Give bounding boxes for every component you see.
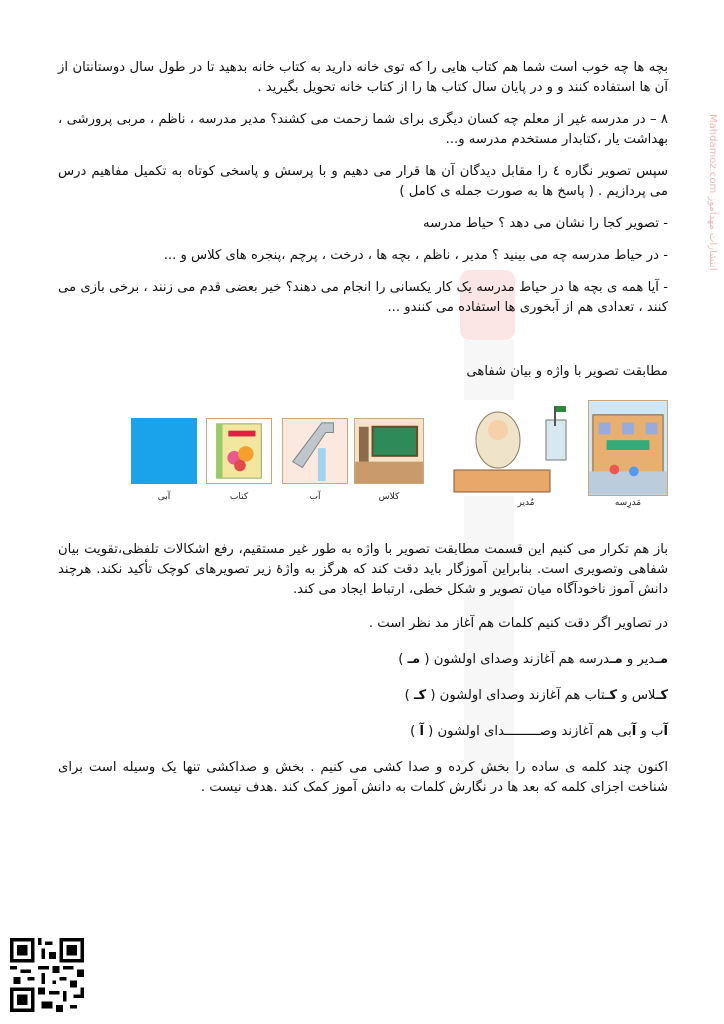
picture-ketab xyxy=(206,418,272,484)
caption-ketab: کتاب xyxy=(229,492,249,502)
caption-ab: آب xyxy=(309,492,321,502)
caption-madrese: مَدرِسه xyxy=(614,498,642,508)
picture-madrese xyxy=(588,400,668,496)
paragraph-explanation: باز هم تکرار می کنیم این قسمت مطابقت تصویر با واژه به طور غیر مستقیم، رفع اشکالات تلفظی،تقویت بیان شفاهی وتصویری است. بنابراین آموزگار باید دقت کند که هرگز به واژهٔ زیر تصویرهای کوچک تأکید نکند. هرچند دانش آموز ناخودآگاه میان تصویر و شکل خطی، ارتباط ایجاد می کند. xyxy=(58,542,668,597)
document-body xyxy=(58,58,668,798)
side-watermark: انتشارات مهدآموز Mahdamoz.com xyxy=(707,113,718,270)
section-heading: مطابقت تصویر با واژه و بیان شفاهی xyxy=(466,364,668,379)
question-what-see: - در حیاط مدرسه چه می بینید ؟ مدیر ، ناظم ، بچه ها ، درخت ، پرچم ،پنجره های کلاس و ... xyxy=(163,248,668,263)
picture-modir xyxy=(446,400,576,496)
example-line-2: کـلاس و کـتاب هم آغازند وصدای اولشون ( کـ ) xyxy=(404,688,668,703)
picture-ab xyxy=(282,418,348,484)
caption-modir: مُدیر xyxy=(517,498,535,508)
question-same-activity: - آیا همه ی بچه ها در حیاط مدرسه یک کار یکسانی را انجام می دهند؟ خیر بعضی قدم می زنند ، برخی بازی می کنند ، تعدادی هم از آبخوری ها استفاده می کنندو ... xyxy=(58,280,668,315)
paragraph-syllable: اکنون چند کلمه ی ساده را بخش کرده و صدا کشی می کنیم . بخش و صداکشی تنها یک وسیله است برای شناخت اجزای کلمه که بعد ها در نگارش کلمات به دانش آموز کمک کند .هدف نیست . xyxy=(58,760,668,795)
example-line-1: مـدیر و مـدرسه هم آغازند وصدای اولشون ( مـ ) xyxy=(398,652,668,667)
paragraph-picture-questions: سپس تصویر نگاره ٤ را مقابل دیدگان آن ها قرار می دهیم و با پرسش و پاسخی کوتاه به تکمیل مفاهیم درس می پردازیم . ( پاسخ ها به صورت جمله ی کامل ) xyxy=(58,164,668,199)
caption-kelas: کلاس xyxy=(378,492,400,502)
example-line-3: آب و آبی هم آغازند وصـــــــــدای اولشون ( آ ) xyxy=(410,724,668,739)
qr-code-icon xyxy=(10,938,84,1012)
picture-kelas xyxy=(354,418,424,484)
caption-abi: آبی xyxy=(157,492,171,502)
picture-word-row xyxy=(58,400,668,530)
paragraph-same-start: در تصاویر اگر دقت کنیم کلمات هم آغاز مد نظر است . xyxy=(368,616,668,631)
picture-abi xyxy=(131,418,197,484)
question-where: - تصویر کجا را نشان می دهد ؟ حیاط مدرسه xyxy=(423,216,668,231)
paragraph-library: بچه ها چه خوب است شما هم کتاب هایی را که توی خانه دارید به کتاب خانه بدهید تا در طول سال دوستانتان از آن ها استفاده کنند و و در پایان سال کتاب ها را از کتاب خانه تحویل بگیرید . xyxy=(58,60,668,95)
paragraph-school-staff: ۸ – در مدرسه غیر از معلم چه کسان دیگری برای شما زحمت می کشند؟ مدیر مدرسه ، ناظم ، مربی پرورشی ، بهداشت یار ،کتابدار مستخدم مدرسه و... xyxy=(58,112,668,147)
